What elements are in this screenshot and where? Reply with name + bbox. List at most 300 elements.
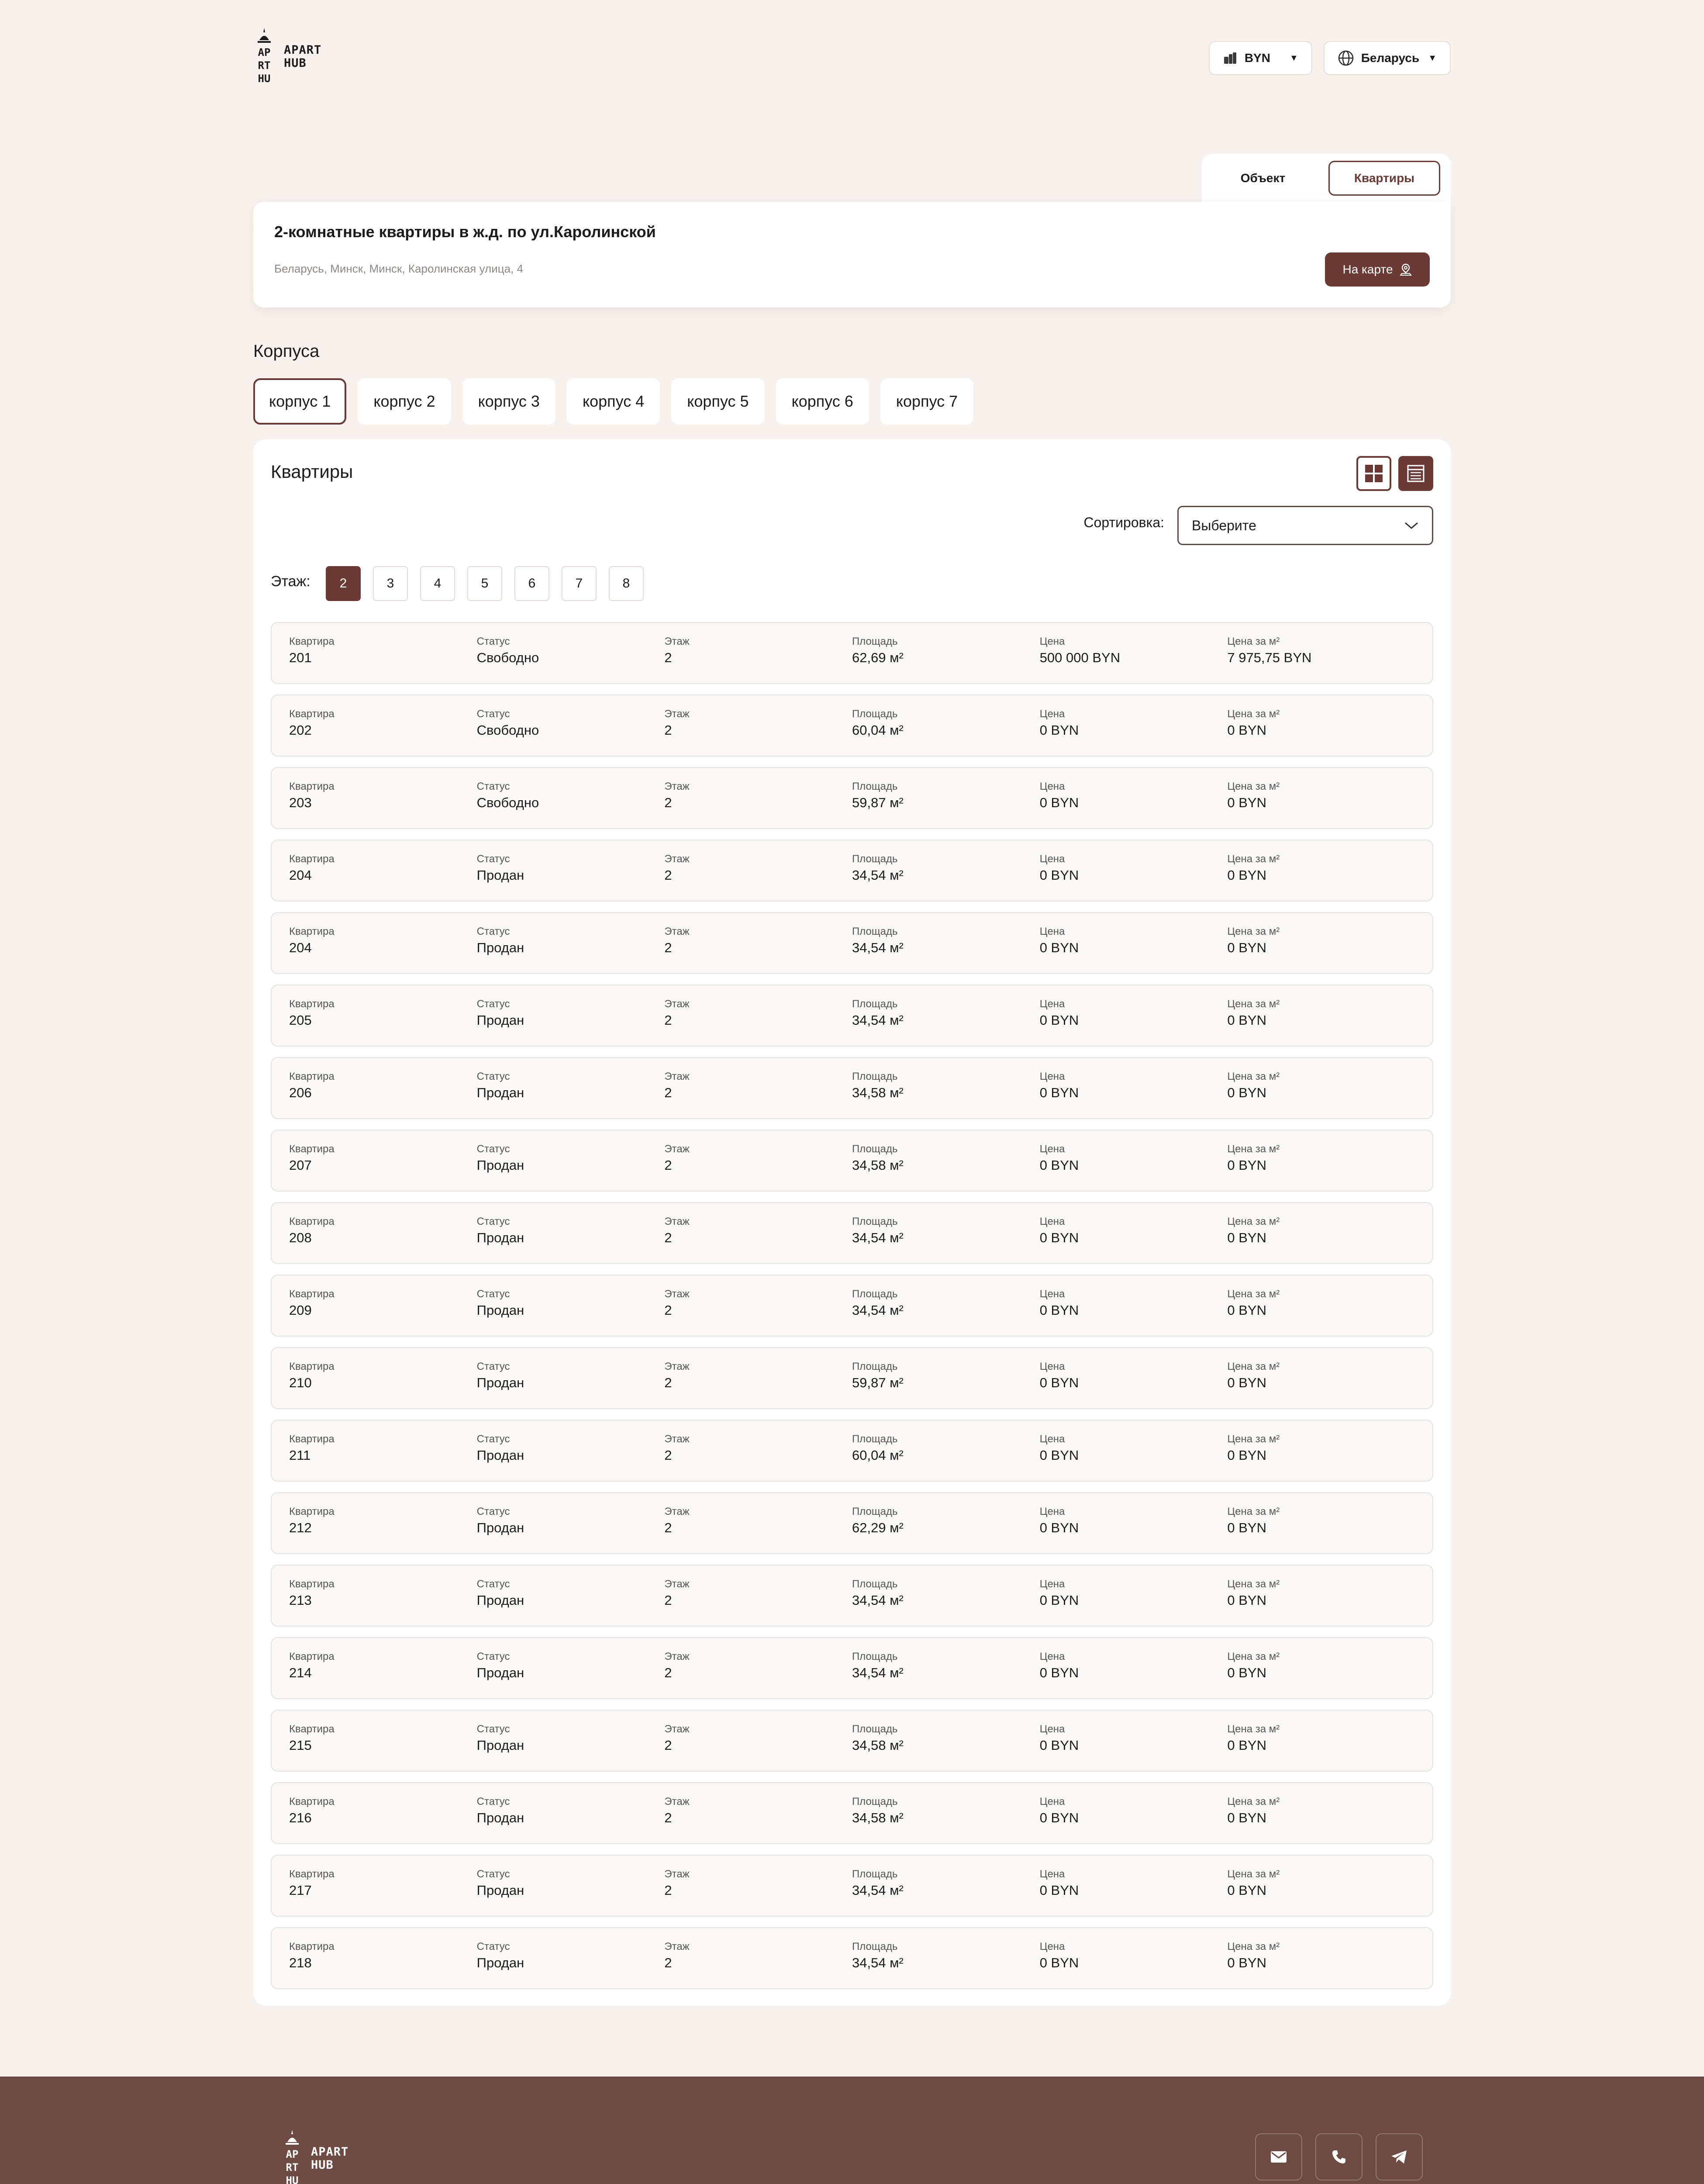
apartment-number-cell [289,1215,477,1263]
status-value: Продан [476,1375,524,1390]
area-cell [852,853,1040,901]
price-label: Цена [1039,1506,1065,1517]
floor-label: Этаж [664,1651,690,1662]
price-value: 0 BYN [1039,1738,1079,1753]
apartment-number-cell [289,1578,477,1626]
apartment-row[interactable] [271,1057,1433,1119]
status-label: Статус [476,1941,510,1952]
apartment-row[interactable] [271,1202,1433,1264]
status-cell [477,1433,665,1481]
price-per-m2-label: Цена за м² [1227,1361,1280,1372]
area-value: 34,54 м² [852,1955,904,1970]
apartment-number-cell [289,998,477,1046]
apartment-row[interactable] [271,1275,1433,1337]
price-per-m2-cell [1227,1215,1415,1263]
price-label: Цена [1039,853,1065,865]
apartment-number-cell [289,925,477,973]
status-cell [477,708,665,756]
price-value: 0 BYN [1039,867,1079,883]
floor-button-3[interactable]: 3 [373,566,408,601]
price-per-m2-value: 0 BYN [1227,1520,1266,1535]
price-per-m2-value: 0 BYN [1227,1883,1266,1898]
status-cell [477,1288,665,1336]
status-cell [477,925,665,973]
area-cell [852,708,1040,756]
status-cell [477,1650,665,1698]
area-label: Площадь [852,1868,898,1880]
apartment-number-value: 207 [289,1158,312,1173]
svg-text:AP: AP [258,46,271,59]
phone-button[interactable] [1315,2133,1363,2181]
floor-cell [664,1940,852,1988]
status-label: Статус [476,1506,510,1517]
price-per-m2-cell [1227,1360,1415,1408]
floor-cell [664,1505,852,1553]
price-per-m2-value: 0 BYN [1227,1375,1266,1390]
price-label: Цена [1039,708,1065,720]
logo[interactable] [253,27,321,88]
apartment-number-cell [289,1288,477,1336]
area-value: 62,29 м² [852,1520,904,1535]
price-value: 0 BYN [1039,1448,1079,1463]
area-cell [852,1650,1040,1698]
floor-cell [664,1433,852,1481]
price-per-m2-value: 0 BYN [1227,1593,1266,1608]
apartment-number-label: Квартира [289,636,335,647]
price-per-m2-value: 0 BYN [1227,795,1266,810]
area-value: 34,54 м² [852,1593,904,1608]
apartment-number-cell [289,780,477,828]
area-cell [852,1360,1040,1408]
phone-icon [1331,2149,1347,2165]
floor-value: 2 [664,650,672,665]
price-label: Цена [1039,1723,1065,1735]
floor-cell [664,1868,852,1916]
area-value: 59,87 м² [852,1375,904,1390]
logo-text-line1: APART [284,43,322,57]
apartment-row[interactable] [271,695,1433,757]
apartment-number-value: 204 [289,940,312,955]
price-per-m2-label: Цена за м² [1227,1868,1280,1880]
price-per-m2-label: Цена за м² [1227,1651,1280,1662]
price-per-m2-label: Цена за м² [1227,1071,1280,1082]
show-on-map-button[interactable] [1325,252,1430,287]
floor-button-7[interactable]: 7 [562,566,597,601]
apartment-number-cell [289,1070,477,1118]
currency-select[interactable] [1209,41,1312,75]
status-cell [477,998,665,1046]
floor-label: Этаж [664,1071,690,1082]
area-label: Площадь [852,1651,898,1662]
apartment-number-label: Квартира [289,853,335,865]
price-cell [1040,1650,1228,1698]
floor-cell [664,780,852,828]
floor-label: Этаж [664,1868,690,1880]
status-label: Статус [476,853,510,865]
apartment-number-cell [289,708,477,756]
apartment-number-cell [289,1143,477,1191]
area-label: Площадь [852,636,898,647]
apartment-row[interactable] [271,912,1433,974]
status-label: Статус [476,1288,510,1300]
building-tab-2[interactable]: корпус 2 [358,378,451,425]
status-value: Продан [476,1810,524,1825]
floor-label: Этаж [664,853,690,865]
price-per-m2-value: 0 BYN [1227,1955,1266,1970]
area-label: Площадь [852,926,898,937]
apartment-number-label: Квартира [289,1723,335,1735]
building-tab-1[interactable]: корпус 1 [253,378,346,425]
area-cell [852,1433,1040,1481]
floor-cell [664,1650,852,1698]
area-cell [852,1505,1040,1553]
svg-text:RT: RT [258,59,271,72]
floor-cell [664,998,852,1046]
floor-value: 2 [664,795,672,810]
apartment-row[interactable] [271,1347,1433,1409]
status-value: Продан [476,1520,524,1535]
price-cell [1040,708,1228,756]
floor-label: Этаж [664,1941,690,1952]
floor-button-4[interactable]: 4 [420,566,455,601]
floor-cell [664,925,852,973]
apartment-number-cell [289,1868,477,1916]
telegram-button[interactable] [1376,2133,1423,2181]
map-pin-icon [1399,263,1412,276]
apartment-row[interactable] [271,767,1433,829]
price-per-m2-label: Цена за м² [1227,1506,1280,1517]
status-value: Продан [476,1085,524,1100]
price-cell [1040,1215,1228,1263]
area-cell [852,1723,1040,1771]
grid-view-button[interactable] [1356,456,1391,491]
country-select[interactable] [1324,41,1451,75]
apartment-number-value: 212 [289,1520,312,1535]
apartment-number-label: Квартира [289,1143,335,1155]
apartment-row[interactable] [271,1420,1433,1482]
price-per-m2-value: 0 BYN [1227,1013,1266,1028]
apartment-number-label: Квартира [289,926,335,937]
price-per-m2-cell [1227,1070,1415,1118]
area-label: Площадь [852,1941,898,1952]
apartment-row[interactable] [271,622,1433,684]
area-label: Площадь [852,1506,898,1517]
area-value: 62,69 м² [852,650,904,665]
apartment-number-value: 203 [289,795,312,810]
price-value: 0 BYN [1039,1883,1079,1898]
status-label: Статус [476,1796,510,1807]
area-value: 34,54 м² [852,1230,904,1245]
floor-cell [664,1578,852,1626]
chevron-down-icon: ▼ [1289,53,1298,63]
price-cell [1040,1360,1228,1408]
apartments-title: Квартиры [271,461,353,482]
price-value: 0 BYN [1039,1230,1079,1245]
grid-icon [1364,463,1384,484]
price-per-m2-value: 0 BYN [1227,1665,1266,1680]
tab-apartments[interactable]: Квартиры [1328,161,1440,196]
price-value: 0 BYN [1039,1375,1079,1390]
area-label: Площадь [852,708,898,720]
price-per-m2-cell [1227,998,1415,1046]
apartment-row[interactable] [271,1637,1433,1699]
status-cell [477,853,665,901]
price-label: Цена [1039,998,1065,1010]
price-cell [1040,1868,1228,1916]
area-value: 34,54 м² [852,1665,904,1680]
price-per-m2-cell [1227,1723,1415,1771]
apartment-number-value: 208 [289,1230,312,1245]
apartment-number-value: 215 [289,1738,312,1753]
area-cell [852,998,1040,1046]
apartment-row[interactable] [271,1855,1433,1917]
area-value: 59,87 м² [852,795,904,810]
price-per-m2-label: Цена за м² [1227,853,1280,865]
floor-cell [664,1070,852,1118]
apartment-number-label: Квартира [289,781,335,792]
apartment-row[interactable] [271,1565,1433,1627]
floor-label: Этаж [664,708,690,720]
price-cell [1040,635,1228,683]
floor-value: 2 [664,1375,672,1390]
floor-value: 2 [664,1738,672,1753]
price-label: Цена [1039,1651,1065,1662]
status-label: Статус [476,1433,510,1445]
building-tab-5[interactable]: корпус 5 [671,378,764,425]
apartment-row[interactable] [271,1782,1433,1844]
mail-button[interactable] [1255,2133,1302,2181]
price-per-m2-label: Цена за м² [1227,1143,1280,1155]
price-per-m2-label: Цена за м² [1227,926,1280,937]
object-card [253,202,1451,308]
price-per-m2-value: 0 BYN [1227,1448,1266,1463]
floor-button-6[interactable]: 6 [514,566,549,601]
price-per-m2-cell [1227,1505,1415,1553]
price-label: Цена [1039,1143,1065,1155]
floor-cell [664,853,852,901]
apartment-number-value: 218 [289,1955,312,1970]
header [253,27,1451,88]
status-cell [477,1070,665,1118]
building-tab-3[interactable]: корпус 3 [462,378,555,425]
price-label: Цена [1039,1941,1065,1952]
apartment-number-value: 202 [289,722,312,738]
price-value: 0 BYN [1039,795,1079,810]
object-title: 2-комнатные квартиры в ж.д. по ул.Каролинской [274,223,656,241]
apartment-row[interactable] [271,1927,1433,1989]
apartment-number-value: 205 [289,1013,312,1028]
price-per-m2-value: 7 975,75 BYN [1227,650,1312,665]
logo-mark-icon [253,27,275,88]
area-label: Площадь [852,1361,898,1372]
status-value: Продан [476,1955,524,1970]
floor-cell [664,1795,852,1843]
floor-value: 2 [664,1230,672,1245]
apartment-number-label: Квартира [289,1941,335,1952]
area-cell [852,780,1040,828]
price-per-m2-value: 0 BYN [1227,1158,1266,1173]
apartments-list [271,622,1433,2000]
apartment-number-label: Квартира [289,1216,335,1227]
area-value: 60,04 м² [852,1448,904,1463]
status-value: Продан [476,867,524,883]
floor-cell [664,635,852,683]
status-label: Статус [476,781,510,792]
status-label: Статус [476,708,510,720]
status-value: Свободно [476,722,539,738]
price-label: Цена [1039,1868,1065,1880]
apartment-number-label: Квартира [289,1796,335,1807]
area-label: Площадь [852,1071,898,1082]
price-per-m2-cell [1227,708,1415,756]
svg-text:HU: HU [258,73,271,85]
price-per-m2-label: Цена за м² [1227,1216,1280,1227]
status-value: Продан [476,1593,524,1608]
apartment-number-cell [289,1360,477,1408]
price-per-m2-cell [1227,1433,1415,1481]
floor-value: 2 [664,1448,672,1463]
area-label: Площадь [852,1216,898,1227]
status-cell [477,1505,665,1553]
apartment-number-value: 201 [289,650,312,665]
apartment-row[interactable] [271,840,1433,902]
floor-cell [664,1723,852,1771]
area-value: 60,04 м² [852,722,904,738]
object-address: Беларусь, Минск, Минск, Каролинская улица, 4 [274,262,523,275]
apartment-number-value: 211 [289,1448,311,1463]
price-per-m2-value: 0 BYN [1227,1085,1266,1100]
apartment-row[interactable] [271,1492,1433,1554]
apartment-number-label: Квартира [289,708,335,720]
price-value: 0 BYN [1039,1665,1079,1680]
status-cell [477,1940,665,1988]
building-tab-6[interactable]: корпус 6 [776,378,869,425]
price-per-m2-value: 0 BYN [1227,1810,1266,1825]
apartment-number-cell [289,1940,477,1988]
status-label: Статус [476,1361,510,1372]
buildings-title: Корпуса [253,342,320,361]
mail-icon [1270,2150,1287,2164]
apartment-number-cell [289,853,477,901]
price-cell [1040,1505,1228,1553]
area-label: Площадь [852,853,898,865]
building-tab-7[interactable]: корпус 7 [880,378,973,425]
apartment-number-value: 210 [289,1375,312,1390]
price-cell [1040,925,1228,973]
price-label: Цена [1039,781,1065,792]
price-cell [1040,1723,1228,1771]
price-per-m2-label: Цена за м² [1227,636,1280,647]
footer [0,2077,1704,2184]
apartment-number-label: Квартира [289,1433,335,1445]
apartment-number-value: 206 [289,1085,312,1100]
price-cell [1040,780,1228,828]
buildings-list [253,378,973,425]
area-cell [852,1940,1040,1988]
floor-value: 2 [664,722,672,738]
country-value: Беларусь [1361,51,1420,65]
price-per-m2-value: 0 BYN [1227,1230,1266,1245]
status-cell [477,1143,665,1191]
area-value: 34,54 м² [852,1883,904,1898]
status-label: Статус [476,1216,510,1227]
price-cell [1040,1070,1228,1118]
area-cell [852,925,1040,973]
status-label: Статус [476,636,510,647]
price-value: 0 BYN [1039,1955,1079,1970]
apartment-number-label: Квартира [289,1868,335,1880]
floor-label: Этаж [664,1143,690,1155]
area-label: Площадь [852,1723,898,1735]
apartment-number-cell [289,1650,477,1698]
area-label: Площадь [852,781,898,792]
price-per-m2-value: 0 BYN [1227,1303,1266,1318]
floor-label: Этаж [664,998,690,1010]
floor-value: 2 [664,1955,672,1970]
price-label: Цена [1039,1216,1065,1227]
floor-label: Этаж [664,926,690,937]
price-cell [1040,1143,1228,1191]
area-label: Площадь [852,1578,898,1590]
price-per-m2-label: Цена за м² [1227,998,1280,1010]
price-cell [1040,1288,1228,1336]
area-value: 34,58 м² [852,1738,904,1753]
apartment-number-label: Квартира [289,1506,335,1517]
apartment-number-cell [289,1795,477,1843]
apartment-row[interactable] [271,1710,1433,1772]
svg-text:RT: RT [286,2161,299,2174]
price-per-m2-cell [1227,1868,1415,1916]
logo-text [284,44,321,70]
apartments-panel [253,439,1451,2006]
area-cell [852,635,1040,683]
apartment-row[interactable] [271,1130,1433,1192]
tab-object[interactable]: Объект [1240,171,1286,185]
floor-button-2[interactable]: 2 [326,566,361,601]
list-icon [1406,464,1425,483]
list-view-button[interactable] [1398,456,1433,491]
area-value: 34,58 м² [852,1158,904,1173]
apartment-number-cell [289,1505,477,1553]
price-label: Цена [1039,1071,1065,1082]
logo-text-line1: APART [311,2145,349,2159]
apartment-number-label: Квартира [289,998,335,1010]
status-value: Продан [476,1665,524,1680]
floor-button-8[interactable]: 8 [609,566,644,601]
apartment-row[interactable] [271,985,1433,1047]
price-value: 0 BYN [1039,1158,1079,1173]
sort-select[interactable] [1177,506,1433,545]
coins-icon [1223,51,1238,66]
floor-label: Этаж [664,1216,690,1227]
price-label: Цена [1039,1288,1065,1300]
logo-text-line2: HUB [284,56,307,70]
floor-label: Этаж [664,1433,690,1445]
price-cell [1040,1795,1228,1843]
price-value: 0 BYN [1039,1520,1079,1535]
status-cell [477,1360,665,1408]
status-cell [477,1868,665,1916]
price-value: 500 000 BYN [1039,650,1121,665]
price-label: Цена [1039,1433,1065,1445]
floor-button-5[interactable]: 5 [467,566,502,601]
building-tab-4[interactable]: корпус 4 [567,378,660,425]
area-cell [852,1288,1040,1336]
chevron-down-icon: ▼ [1428,53,1437,63]
footer-logo[interactable] [281,2129,348,2184]
apartment-number-cell [289,1433,477,1481]
status-cell [477,1215,665,1263]
